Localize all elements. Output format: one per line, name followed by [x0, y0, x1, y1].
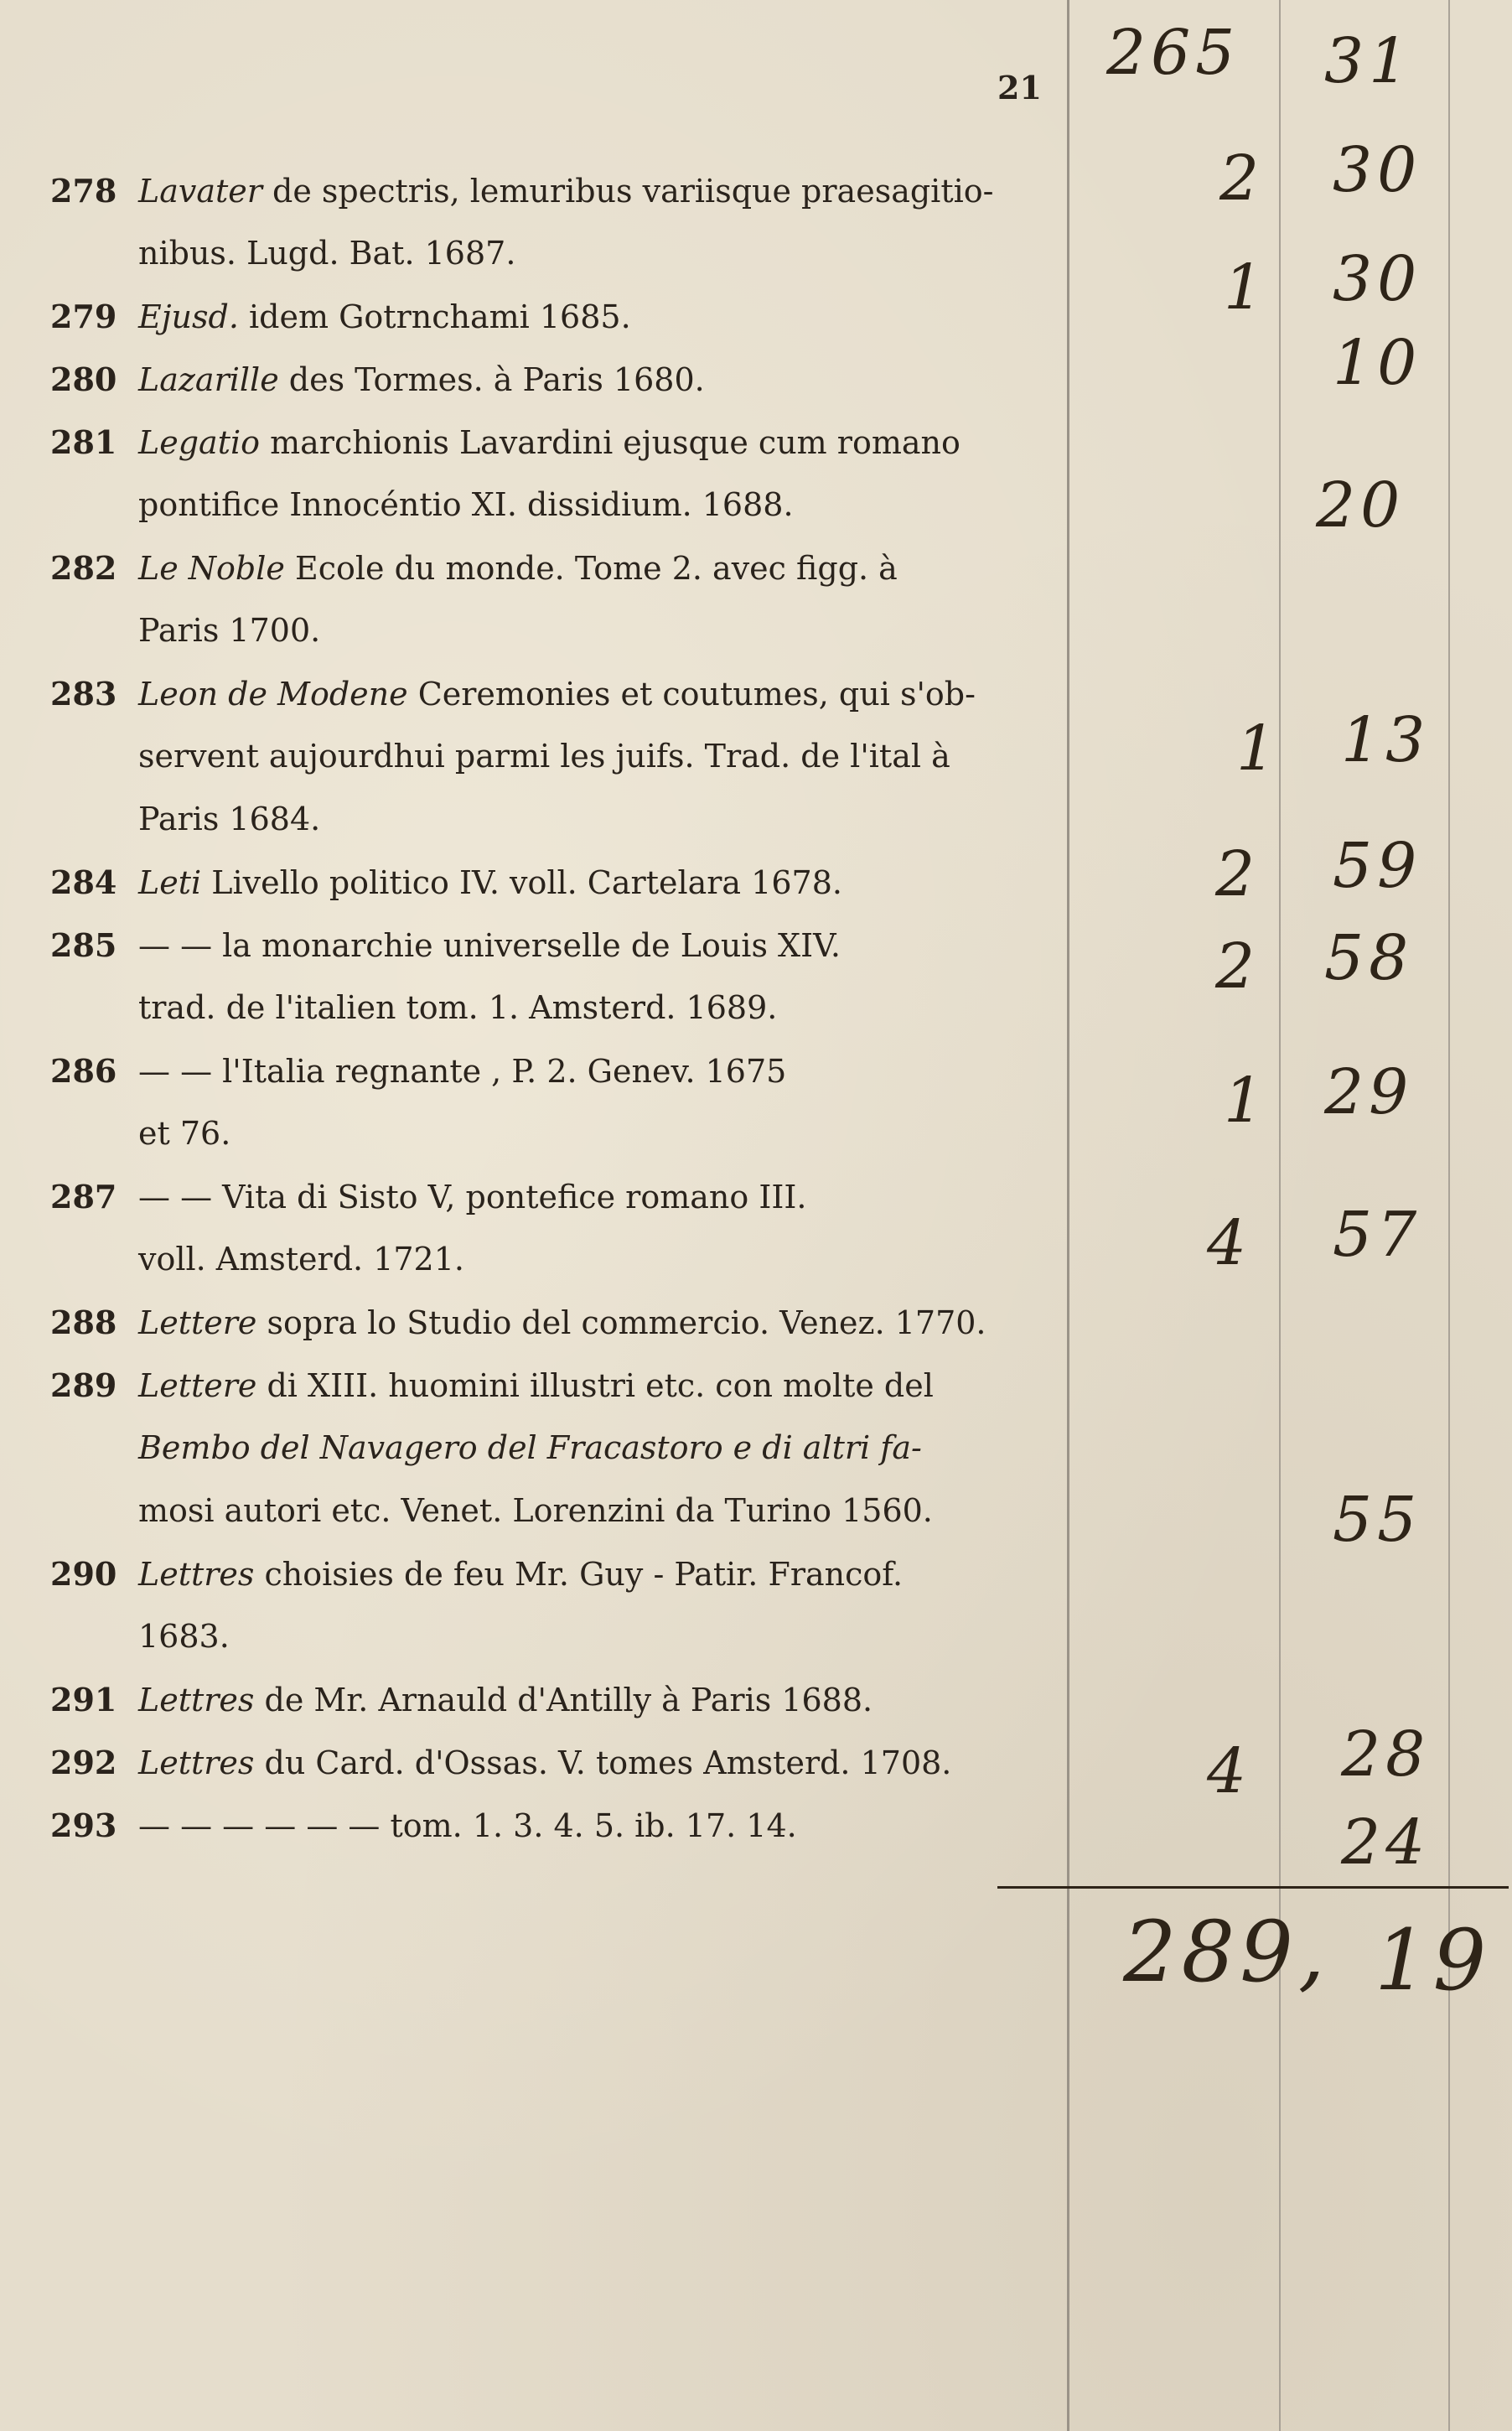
- page-number: 21: [997, 69, 1042, 106]
- entry-text: des Tormes. à Paris 1680.: [278, 361, 705, 398]
- entry-text: di XIII. huomini illustri etc. con molte del: [256, 1367, 934, 1404]
- price-kreuzer: 24: [1341, 1806, 1431, 1879]
- entry-number: 289: [50, 1366, 117, 1404]
- column-rule-middle: [1279, 0, 1281, 2431]
- entry-285: [50, 914, 1056, 977]
- entry-author: Ejusd.: [138, 298, 239, 335]
- price-florins: 1: [1224, 1065, 1269, 1137]
- price-florins: 1: [1236, 713, 1282, 785]
- entry-number: 279: [50, 298, 117, 335]
- entry-continuation: Bembo del Navagero del Fracastoro e di altri fa-: [138, 1429, 922, 1466]
- entry-282: [50, 536, 1056, 600]
- entry-text: idem Gotrnchami 1685.: [238, 298, 631, 335]
- entry-293: [50, 1794, 1056, 1858]
- entry-continuation: mosi autori etc. Venet. Lorenzini da Turino 1560.: [138, 1492, 933, 1529]
- entry-author: Leti: [138, 864, 202, 901]
- entry-text: — — Vita di Sisto V, pontefice romano III.: [138, 1179, 807, 1216]
- price-florins: 1: [1224, 251, 1269, 324]
- entry-continuation: Paris 1700.: [138, 612, 321, 649]
- column-rule-left: [1067, 0, 1069, 2431]
- entry-continuation: Paris 1684.: [138, 801, 321, 837]
- price-kreuzer: 57: [1333, 1199, 1422, 1271]
- entry-number: 290: [50, 1555, 117, 1593]
- entry-text: Ceremonies et coutumes, qui s'ob-: [407, 676, 976, 713]
- entry-author: Le Noble: [138, 550, 285, 587]
- entry-author: Lettere: [138, 1304, 257, 1341]
- price-kreuzer: 29: [1324, 1056, 1414, 1128]
- price-florins: 4: [1207, 1735, 1252, 1807]
- price-kreuzer: 28: [1341, 1718, 1431, 1791]
- price-florins: 265: [1106, 17, 1240, 89]
- entry-280: [50, 348, 1056, 412]
- entry-author: Lettres: [138, 1682, 255, 1718]
- entry-text: sopra lo Studio del commercio. Venez. 1770.: [256, 1304, 986, 1341]
- entry-number: 281: [50, 423, 117, 461]
- entry-number: 285: [50, 926, 117, 964]
- price-florins: 2: [1219, 143, 1265, 215]
- entry-author: Lazarille: [138, 361, 279, 398]
- entry-281: [50, 411, 1056, 474]
- entry-author: Lavater: [138, 173, 262, 210]
- entry-number: 288: [50, 1304, 117, 1341]
- entry-288: [50, 1291, 1056, 1355]
- entry-continuation: servent aujourdhui parmi les juifs. Trad. de l'ital à: [138, 738, 950, 775]
- entry-279: [50, 285, 1056, 349]
- entry-continuation: voll. Amsterd. 1721.: [138, 1241, 464, 1278]
- entry-continuation: et 76.: [138, 1115, 231, 1152]
- entry-290: [50, 1542, 1056, 1606]
- entry-number: 284: [50, 863, 117, 901]
- entry-292: [50, 1731, 1056, 1795]
- entry-text: de spectris, lemuribus variisque praesagitio-: [261, 173, 994, 210]
- price-kreuzer: 31: [1324, 25, 1414, 97]
- price-kreuzer: 20: [1316, 469, 1406, 542]
- entry-number: 286: [50, 1052, 117, 1090]
- entry-291: [50, 1668, 1056, 1732]
- price-kreuzer: 13: [1341, 704, 1431, 776]
- price-florins: 2: [1215, 838, 1261, 910]
- entry-text: — — l'Italia regnante , P. 2. Genev. 1675: [138, 1053, 787, 1090]
- entry-continuation: 1683.: [138, 1618, 230, 1655]
- entry-author: Lettere: [138, 1367, 257, 1404]
- entry-278: [50, 159, 1056, 223]
- total-kreuzer: 19: [1375, 1911, 1492, 2009]
- entry-continuation: trad. de l'italien tom. 1. Amsterd. 1689.: [138, 989, 778, 1026]
- entry-286: [50, 1039, 1056, 1103]
- entry-continuation: nibus. Lugd. Bat. 1687.: [138, 235, 516, 272]
- entry-text: Livello politico IV. voll. Cartelara 1678.: [201, 864, 842, 901]
- entry-text: de Mr. Arnauld d'Antilly à Paris 1688.: [254, 1682, 873, 1718]
- entry-284: [50, 851, 1056, 915]
- entry-author: Leon de Modene: [138, 676, 408, 713]
- entry-text: — — la monarchie universelle de Louis XIV.: [138, 927, 841, 964]
- price-kreuzer: 58: [1324, 922, 1414, 994]
- price-kreuzer: 55: [1333, 1484, 1422, 1556]
- entry-number: 293: [50, 1806, 117, 1844]
- entry-text: choisies de feu Mr. Guy - Patir. Francof.: [254, 1556, 904, 1593]
- price-kreuzer: 30: [1333, 134, 1422, 206]
- entry-number: 283: [50, 675, 117, 713]
- entry-number: 292: [50, 1744, 117, 1781]
- entry-text: Ecole du monde. Tome 2. avec figg. à: [284, 550, 898, 587]
- entry-continuation: pontifice Innocéntio XI. dissidium. 1688.: [138, 486, 794, 523]
- entry-author: Lettres: [138, 1556, 255, 1593]
- price-florins: 4: [1207, 1207, 1252, 1279]
- entry-287: [50, 1165, 1056, 1229]
- entry-number: 278: [50, 172, 117, 210]
- total-florins: 289,: [1123, 1903, 1330, 2001]
- entry-text: du Card. d'Ossas. V. tomes Amsterd. 1708.: [254, 1744, 952, 1781]
- price-florins: 2: [1215, 930, 1261, 1003]
- entry-text: marchionis Lavardini ejusque cum romano: [260, 424, 961, 461]
- entry-289: [50, 1354, 1056, 1418]
- entry-number: 287: [50, 1178, 117, 1216]
- entry-283: [50, 662, 1056, 726]
- price-kreuzer: 30: [1333, 243, 1422, 315]
- entry-author: Lettres: [138, 1744, 255, 1781]
- entry-number: 280: [50, 360, 117, 398]
- price-kreuzer: 10: [1333, 327, 1422, 399]
- price-kreuzer: 59: [1333, 830, 1422, 902]
- entry-text: — — — — — — tom. 1. 3. 4. 5. ib. 17. 14.: [138, 1807, 797, 1844]
- entry-number: 291: [50, 1681, 117, 1718]
- total-rule: [997, 1886, 1509, 1889]
- entry-author: Legatio: [138, 424, 261, 461]
- column-rule-right: [1448, 0, 1450, 2431]
- entry-number: 282: [50, 549, 117, 587]
